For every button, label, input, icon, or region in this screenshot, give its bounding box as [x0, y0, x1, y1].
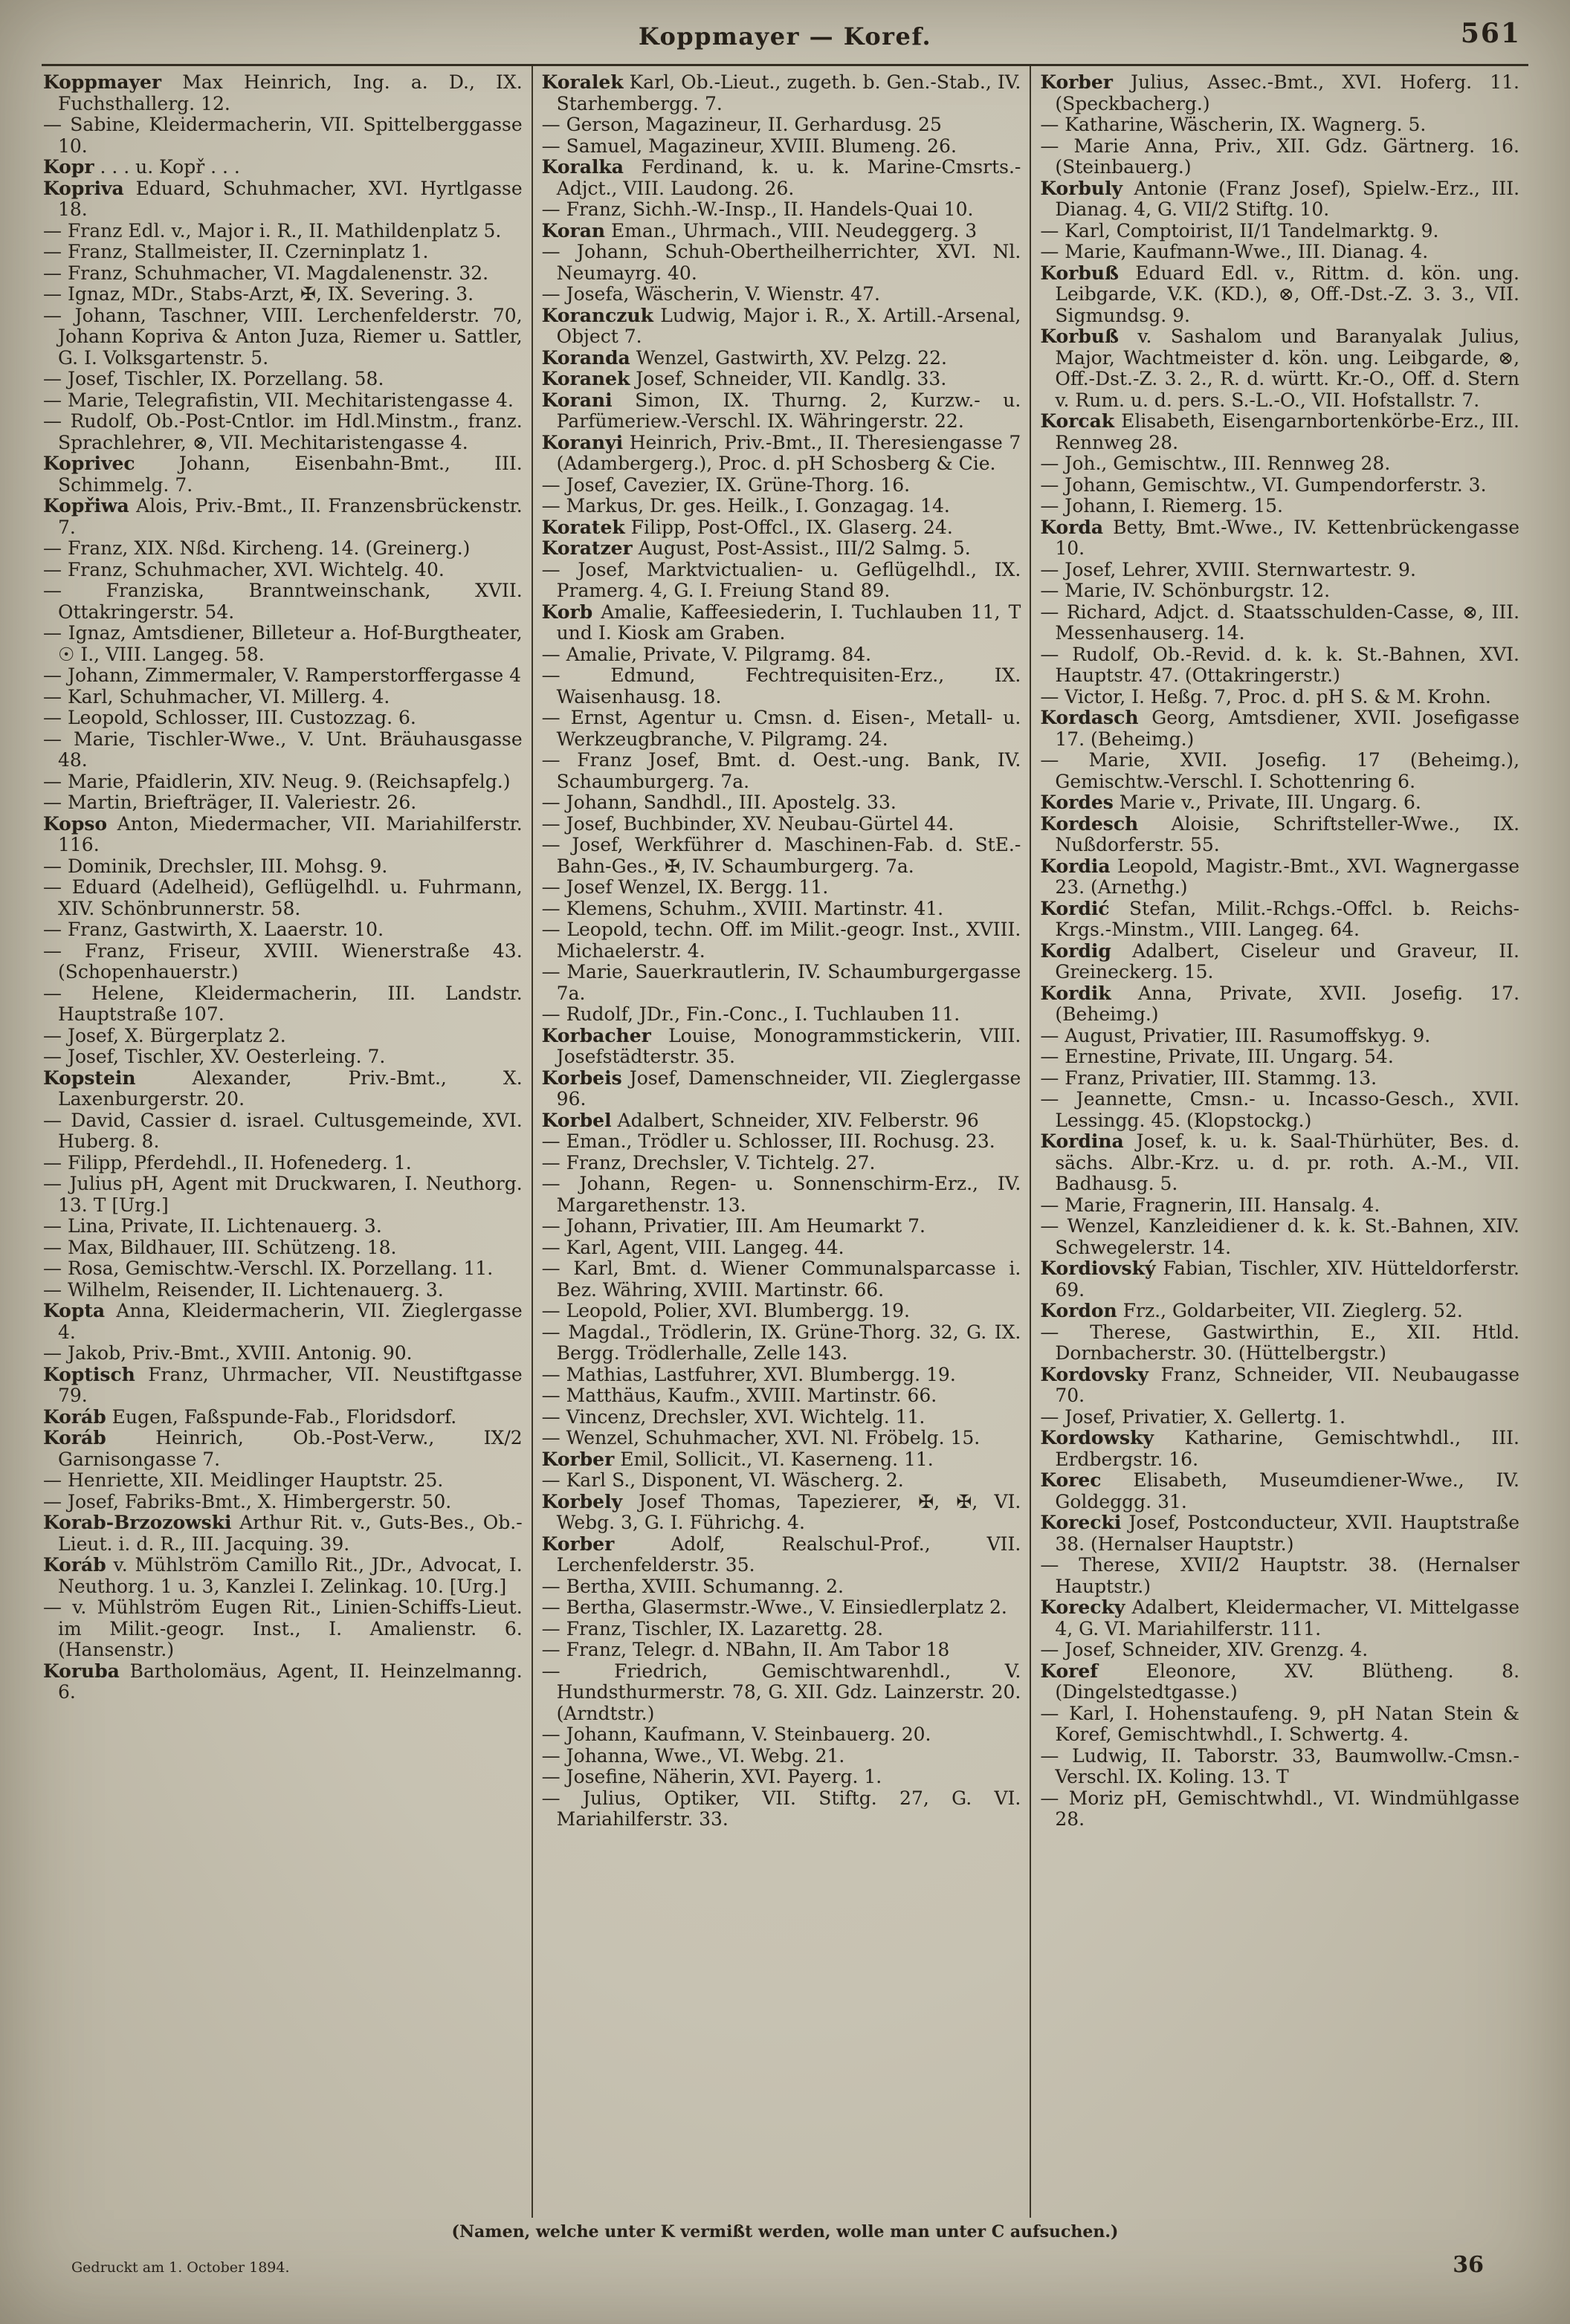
- directory-entry: — Eman., Trödler u. Schlosser, III. Rochusg. 23.: [541, 1130, 995, 1152]
- directory-entry: — Samuel, Magazineur, XVIII. Blumeng. 26.: [541, 135, 957, 157]
- directory-entry: — Marie, Sauerkrautlerin, IV. Schaumburgergasse 7a.: [541, 961, 1021, 1004]
- directory-entry: — Julius, Optiker, VII. Stiftg. 27, G. VI. Mariahilferstr. 33.: [541, 1787, 1021, 1830]
- directory-entry: — Josef, Werkführer d. Maschinen-Fab. d. StE.-Bahn-Ges., ✠, IV. Schaumburgerg. 7a.: [541, 834, 1021, 877]
- directory-entry: — Franz, Tischler, IX. Lazarettg. 28.: [541, 1617, 884, 1640]
- directory-entry: — Karl S., Disponent, VI. Wäscherg. 2.: [541, 1469, 904, 1491]
- directory-entry: — Josef, Schneider, XIV. Grenzg. 4.: [1040, 1639, 1369, 1660]
- directory-entry: — Johann, I. Riemerg. 15.: [1040, 495, 1283, 517]
- directory-entry: — Dominik, Drechsler, III. Mohsg. 9.: [43, 855, 388, 877]
- directory-entry: Korecky Adalbert, Kleidermacher, VI. Mittelgasse 4, G. VI. Mariahilferstr. 111.: [1040, 1596, 1520, 1640]
- directory-entry: — Henriette, XII. Meidlinger Hauptstr. 25.: [43, 1469, 444, 1491]
- directory-entry: Kopriva Eduard, Schuhmacher, XVI. Hyrtlgasse 18.: [43, 177, 523, 220]
- directory-entry: Korbacher Louise, Monogrammstickerin, VIII. Josefstädterstr. 35.: [541, 1024, 1021, 1067]
- directory-entry: — Josef, Cavezier, IX. Grüne-Thorg. 16.: [541, 473, 911, 496]
- directory-entry: Kopso Anton, Miedermacher, VII. Mariahilferstr. 116.: [43, 812, 523, 855]
- directory-entry: — Moriz pH, Gemischtwhdl., VI. Windmühlgasse 28.: [1040, 1787, 1520, 1830]
- directory-entry: Koran Eman., Uhrmach., VIII. Neudeggerg. 3: [541, 219, 978, 242]
- directory-entry: — Marie, IV. Schönburgstr. 12.: [1040, 580, 1331, 601]
- directory-entry: — Ernst, Agentur u. Cmsn. d. Eisen-, Metall- u. Werkzeugbranche, V. Pilgramg. 24.: [541, 707, 1021, 750]
- directory-entry: — Amalie, Private, V. Pilgramg. 84.: [541, 643, 872, 665]
- directory-entry: — Klemens, Schuhm., XVIII. Martinstr. 41.: [541, 897, 944, 919]
- directory-entry: — Katharine, Wäscherin, IX. Wagnerg. 5.: [1040, 114, 1427, 135]
- directory-entry: — Franz, XIX. Nßd. Kircheng. 14. (Greinerg.): [43, 537, 471, 559]
- directory-entry: Kordon Frz., Goldarbeiter, VII. Zieglerg. 52.: [1040, 1300, 1463, 1321]
- directory-entry: — Franz, Schuhmacher, VI. Magdalenenstr. 32.: [43, 262, 489, 284]
- directory-entry: Kordia Leopold, Magistr.-Bmt., XVI. Wagnergasse 23. (Arnethg.): [1040, 855, 1520, 898]
- directory-entry: — Marie, Tischler-Wwe., V. Unt. Bräuhausgasse 48.: [43, 728, 523, 771]
- directory-entry: Korbeis Josef, Damenschneider, VII. Zieglergasse 96.: [541, 1066, 1021, 1110]
- directory-entry: — Friedrich, Gemischtwarenhdl., V. Hundsthurmerstr. 78, G. XII. Gdz. Lainzerstr. 20. (Arndtstr.): [541, 1660, 1021, 1724]
- directory-entry: — Johann, Zimmermaler, V. Ramperstorffergasse 4: [43, 664, 522, 686]
- sheet-number: 36: [1453, 2252, 1484, 2278]
- directory-entry: Kopr . . . u. Kopř . . .: [43, 156, 240, 178]
- directory-entry: Koruba Bartholomäus, Agent, II. Heinzelmanng. 6.: [43, 1660, 523, 1703]
- directory-entry: Koráb Heinrich, Ob.-Post-Verw., IX/2 Garnisongasse 7.: [43, 1427, 523, 1470]
- directory-entry: — Franz Josef, Bmt. d. Oest.-ung. Bank, IV. Schaumburgerg. 7a.: [541, 749, 1021, 792]
- directory-column-2: [532, 66, 1030, 2218]
- page-footer: [42, 2222, 1528, 2278]
- directory-entry: Kopstein Alexander, Priv.-Bmt., X. Laxenburgerstr. 20.: [43, 1066, 523, 1110]
- directory-entry: Koráb Eugen, Faßspunde-Fab., Floridsdorf.: [43, 1405, 457, 1428]
- directory-entry: — Johann, Taschner, VIII. Lerchenfelderstr. 70, Johann Kopriva & Anton Juza, Riemer u. Sattler, G. I. Volksgartenstr. 5.: [43, 304, 523, 369]
- directory-entry: Kordasch Georg, Amtsdiener, XVII. Josefigasse 17. (Beheimg.): [1040, 707, 1520, 750]
- directory-entry: — Josef, X. Bürgerplatz 2.: [43, 1024, 286, 1046]
- footer-row: [42, 2252, 1528, 2278]
- directory-entry: — Edmund, Fechtrequisiten-Erz., IX. Waisenhausg. 18.: [541, 664, 1021, 708]
- directory-entry: Koralka Ferdinand, k. u. k. Marine-Cmsrts.-Adjct., VIII. Laudong. 26.: [541, 156, 1021, 199]
- directory-entry: — Franz, Schuhmacher, XVI. Wichtelg. 40.: [43, 558, 445, 580]
- directory-entry: — Josef Wenzel, IX. Bergg. 11.: [541, 876, 829, 898]
- directory-entry: — Wenzel, Kanzleidiener d. k. k. St.-Bahnen, XIV. Schwegelerstr. 14.: [1040, 1215, 1520, 1258]
- directory-entry: Kordovsky Franz, Schneider, VII. Neubaugasse 70.: [1040, 1363, 1520, 1406]
- directory-entry: — Markus, Dr. ges. Heilk., I. Gonzagag. 14.: [541, 495, 950, 517]
- directory-entry: — Johann, Regen- u. Sonnenschirm-Erz., IV. Margarethenstr. 13.: [541, 1173, 1021, 1216]
- directory-column-3: [1030, 66, 1528, 2218]
- directory-entry: — Wilhelm, Reisender, II. Lichtenauerg. 3.: [43, 1278, 444, 1301]
- directory-entry: — Karl, Agent, VIII. Langeg. 44.: [541, 1236, 844, 1258]
- directory-entry: — Therese, XVII/2 Hauptstr. 38. (Hernalser Hauptstr.): [1040, 1554, 1520, 1597]
- directory-entry: Kordina Josef, k. u. k. Saal-Thürhüter, Bes. d. sächs. Albr.-Krz. u. d. pr. roth. A.-M., VII. Badhausg. 5.: [1040, 1130, 1520, 1194]
- directory-entry: Kordiovský Fabian, Tischler, XIV. Hütteldorferstr. 69.: [1040, 1258, 1520, 1301]
- directory-entry: — Johann, Kaufmann, V. Steinbauerg. 20.: [541, 1723, 931, 1745]
- directory-entry: — Jeannette, Cmsn.- u. Incasso-Gesch., XVII. Lessingg. 45. (Klopstockg.): [1040, 1088, 1520, 1131]
- directory-entry: — August, Privatier, III. Rasumoffskyg. 9.: [1040, 1024, 1431, 1046]
- directory-entry: — Franz, Drechsler, V. Tichtelg. 27.: [541, 1151, 876, 1174]
- directory-entry: Korbuß Eduard Edl. v., Rittm. d. kön. ung. Leibgarde, V.K. (KD.), ⊗, Off.-Dst.-Z. 3. 3., VII. Sigmundsg. 9.: [1040, 262, 1520, 326]
- directory-entry: — Marie, Pfaidlerin, XIV. Neug. 9. (Reichsapfelg.): [43, 770, 511, 792]
- footer-note: (Namen, welche unter K vermißt werden, wolle man unter C aufsuchen.): [451, 2222, 1119, 2242]
- directory-entry: — Rudolf, JDr., Fin.-Conc., I. Tuchlauben 11.: [541, 1003, 960, 1025]
- directory-entry: Koratek Filipp, Post-Offcl., IX. Glaserg. 24.: [541, 516, 953, 538]
- directory-entry: — Ignaz, Amtsdiener, Billeteur a. Hof-Burgtheater, ☉ I., VIII. Langeg. 58.: [43, 622, 523, 665]
- directory-entry: — Josef, Tischler, IX. Porzellang. 58.: [43, 368, 384, 389]
- directory-entry: Korbely Josef Thomas, Tapezierer, ✠, ✠, VI. Webg. 3, G. I. Führichg. 4.: [541, 1490, 1021, 1533]
- directory-entry: — Josef, Lehrer, XVIII. Sternwartestr. 9.: [1040, 558, 1416, 580]
- page-header: [42, 18, 1528, 58]
- directory-entry: — Vincenz, Drechsler, XVI. Wichtelg. 11.: [541, 1405, 925, 1428]
- directory-entry: Korani Simon, IX. Thurng. 2, Kurzw.- u. Parfümeriew.-Verschl. IX. Währingerstr. 22.: [541, 389, 1021, 432]
- directory-entry: Koráb v. Mühlström Camillo Rit., JDr., Advocat, I. Neuthorg. 1 u. 3, Kanzlei I. Zelinkag. 10. [Urg.]: [43, 1554, 523, 1597]
- directory-entry: — Josef, Buchbinder, XV. Neubau-Gürtel 44.: [541, 812, 954, 835]
- directory-entry: — Johann, Gemischtw., VI. Gumpendorferstr. 3.: [1040, 473, 1487, 496]
- directory-entry: — Franz, Privatier, III. Stammg. 13.: [1040, 1066, 1377, 1089]
- directory-entry: Korber Adolf, Realschul-Prof., VII. Lerchenfelderstr. 35.: [541, 1532, 1021, 1576]
- directory-entry: — Wenzel, Schuhmacher, XVI. Nl. Fröbelg. 15.: [541, 1427, 981, 1449]
- directory-entry: Koranyi Heinrich, Priv.-Bmt., II. Theresiengasse 7 (Adambergerg.), Proc. d. pH Schosberg & Cie.: [541, 431, 1021, 474]
- directory-entry: — Franz, Sichh.-W.-Insp., II. Handels-Quai 10.: [541, 198, 974, 220]
- directory-entry: Koprivec Johann, Eisenbahn-Bmt., III. Schimmelg. 7.: [43, 453, 523, 496]
- directory-entry: — Leopold, techn. Off. im Milit.-geogr. Inst., XVIII. Michaelerstr. 4.: [541, 919, 1021, 962]
- directory-entry: Koranczuk Ludwig, Major i. R., X. Artill.-Arsenal, Object 7.: [541, 304, 1021, 347]
- directory-entry: — David, Cassier d. israel. Cultusgemeinde, XVI. Huberg. 8.: [43, 1109, 523, 1152]
- directory-entry: Koppmayer Max Heinrich, Ing. a. D., IX. Fuchsthallerg. 12.: [43, 71, 523, 114]
- directory-entry: — Ludwig, II. Taborstr. 33, Baumwollw.-Cmsn.-Verschl. IX. Koling. 13. T: [1040, 1744, 1520, 1787]
- directory-entry: Kordesch Aloisie, Schriftsteller-Wwe., IX. Nußdorferstr. 55.: [1040, 812, 1520, 855]
- directory-entry: Koranek Josef, Schneider, VII. Kandlg. 33.: [541, 368, 947, 389]
- directory-entry: Koralek Karl, Ob.-Lieut., zugeth. b. Gen.-Stab., IV. Starhembergg. 7.: [541, 71, 1021, 114]
- directory-entry: — Rosa, Gemischtw.-Verschl. IX. Porzellang. 11.: [43, 1258, 494, 1279]
- directory-entry: Korbuß v. Sashalom und Baranyalak Julius, Major, Wachtmeister d. kön. ung. Leibgarde, ⊗, Off.-Dst.-Z. 3. 2., R. d. württ. Kr.-O., Off. d. Stern v. Rum. u. d. pers. S.-L.-O., VII. Hofstallstr. 7.: [1040, 326, 1520, 411]
- directory-entry: — Filipp, Pferdehdl., II. Hofenederg. 1.: [43, 1151, 412, 1174]
- directory-entry: Korab-Brzozowski Arthur Rit. v., Guts-Bes., Ob.-Lieut. i. d. R., III. Jacquing. 39.: [43, 1512, 523, 1555]
- directory-entry: — Josefine, Näherin, XVI. Payerg. 1.: [541, 1766, 882, 1787]
- directory-entry: — Ignaz, MDr., Stabs-Arzt, ✠, IX. Severing. 3.: [43, 283, 474, 305]
- directory-entry: Kordig Adalbert, Ciseleur und Graveur, II. Greineckerg. 15.: [1040, 939, 1520, 983]
- directory-columns: [42, 64, 1528, 2218]
- directory-entry: — Franz, Telegr. d. NBahn, II. Am Tabor 18: [541, 1639, 950, 1660]
- directory-entry: Korecki Josef, Postconducteur, XVII. Hauptstraße 38. (Hernalser Hauptstr.): [1040, 1512, 1520, 1555]
- directory-entry: Kordowsky Katharine, Gemischtwhdl., III. Erdbergstr. 16.: [1040, 1427, 1520, 1470]
- directory-entry: Koptisch Franz, Uhrmacher, VII. Neustiftgasse 79.: [43, 1363, 523, 1406]
- directory-entry: — Josef, Privatier, X. Gellertg. 1.: [1040, 1405, 1346, 1428]
- directory-entry: — Karl, Comptoirist, II/1 Tandelmarktg. 9.: [1040, 219, 1439, 242]
- directory-entry: — Franz, Stallmeister, II. Czerninplatz 1.: [43, 241, 429, 262]
- directory-entry: — Josef, Tischler, XV. Oesterleing. 7.: [43, 1046, 386, 1067]
- print-date: Gedruckt am 1. October 1894.: [71, 2259, 290, 2276]
- directory-entry: — Marie, Kaufmann-Wwe., III. Dianag. 4.: [1040, 241, 1429, 262]
- directory-entry: Korec Elisabeth, Museumdiener-Wwe., IV. Goldeggg. 31.: [1040, 1469, 1520, 1512]
- directory-entry: — Franziska, Branntweinschank, XVII. Ottakringerstr. 54.: [43, 580, 523, 623]
- directory-entry: — Marie Anna, Priv., XII. Gdz. Gärtnerg. 16. (Steinbauerg.): [1040, 135, 1520, 178]
- directory-entry: Korber Julius, Assec.-Bmt., XVI. Hoferg. 11. (Speckbacherg.): [1040, 71, 1520, 114]
- directory-entry: — Leopold, Polier, XVI. Blumbergg. 19.: [541, 1300, 910, 1321]
- directory-entry: — Richard, Adjct. d. Staatsschulden-Casse, ⊗, III. Messenhauserg. 14.: [1040, 601, 1520, 644]
- directory-entry: — Mathias, Lastfuhrer, XVI. Blumbergg. 19.: [541, 1363, 956, 1385]
- directory-entry: — Karl, I. Hohenstaufeng. 9, pH Natan Stein & Koref, Gemischtwhdl., I. Schwertg. 4.: [1040, 1702, 1520, 1745]
- directory-entry: Koref Eleonore, XV. Blütheng. 8. (Dingelstedtgasse.): [1040, 1660, 1520, 1703]
- directory-entry: — Therese, Gastwirthin, E., XII. Htld. Dornbacherstr. 30. (Hüttelbergstr.): [1040, 1321, 1520, 1364]
- directory-entry: — Rudolf, Ob.-Revid. d. k. k. St.-Bahnen, XVI. Hauptstr. 47. (Ottakringerstr.): [1040, 643, 1520, 686]
- directory-entry: — Johann, Privatier, III. Am Heumarkt 7.: [541, 1215, 926, 1237]
- directory-entry: — Jakob, Priv.-Bmt., XVIII. Antonig. 90.: [43, 1342, 413, 1364]
- directory-entry: — Johann, Schuh-Obertheilherrichter, XVI. Nl. Neumayrg. 40.: [541, 241, 1021, 284]
- directory-entry: — Johanna, Wwe., VI. Webg. 21.: [541, 1744, 845, 1767]
- page-content: [42, 18, 1528, 2278]
- directory-entry: Korbel Adalbert, Schneider, XIV. Felberstr. 96: [541, 1109, 979, 1131]
- directory-entry: — Josef, Marktvictualien- u. Geflügelhdl., IX. Pramerg. 4, G. I. Freiung Stand 89.: [541, 558, 1021, 601]
- directory-column-1: [42, 66, 532, 2218]
- directory-entry: — Franz, Gastwirth, X. Laaerstr. 10.: [43, 919, 384, 940]
- page-number: 561: [1460, 18, 1521, 49]
- directory-entry: — Karl, Bmt. d. Wiener Communalsparcasse i. Bez. Währing, XVIII. Martinstr. 66.: [541, 1258, 1021, 1301]
- directory-entry: — Eduard (Adelheid), Geflügelhdl. u. Fuhrmann, XIV. Schönbrunnerstr. 58.: [43, 876, 523, 919]
- directory-entry: — Julius pH, Agent mit Druckwaren, I. Neuthorg. 13. T [Urg.]: [43, 1173, 523, 1216]
- directory-entry: — Ernestine, Private, III. Ungarg. 54.: [1040, 1046, 1394, 1067]
- directory-entry: — Leopold, Schlosser, III. Custozzag. 6.: [43, 707, 416, 728]
- directory-entry: Kopta Anna, Kleidermacherin, VII. Zieglergasse 4.: [43, 1300, 523, 1343]
- directory-entry: — Bertha, XVIII. Schumanng. 2.: [541, 1575, 844, 1597]
- directory-entry: — Magdal., Trödlerin, IX. Grüne-Thorg. 32, G. IX. Bergg. Trödlerhalle, Zelle 143.: [541, 1321, 1021, 1364]
- directory-entry: — Karl, Schuhmacher, VI. Millerg. 4.: [43, 685, 390, 708]
- directory-entry: Kopřiwa Alois, Priv.-Bmt., II. Franzensbrückenstr. 7.: [43, 495, 523, 538]
- directory-entry: Korcak Elisabeth, Eisengarnbortenkörbe-Erz., III. Rennweg 28.: [1040, 410, 1520, 453]
- directory-entry: — Victor, I. Heßg. 7, Proc. d. pH S. & M. Krohn.: [1040, 685, 1491, 708]
- directory-entry: — Josefa, Wäscherin, V. Wienstr. 47.: [541, 283, 880, 305]
- directory-entry: — v. Mühlström Eugen Rit., Linien-Schiffs-Lieut. im Milit.-geogr. Inst., I. Amalienstr. 6. (Hansenstr.): [43, 1596, 523, 1660]
- directory-entry: — Franz Edl. v., Major i. R., II. Mathildenplatz 5.: [43, 219, 502, 242]
- directory-entry: Koratzer August, Post-Assist., III/2 Salmg. 5.: [541, 537, 971, 559]
- directory-entry: Kordik Anna, Private, XVII. Josefig. 17. (Beheimg.): [1040, 982, 1520, 1025]
- directory-entry: — Johann, Sandhdl., III. Apostelg. 33.: [541, 792, 897, 813]
- directory-entry: Korb Amalie, Kaffeesiederin, I. Tuchlauben 11, T und I. Kiosk am Graben.: [541, 601, 1021, 644]
- directory-entry: — Marie, Telegrafistin, VII. Mechitaristengasse 4.: [43, 389, 514, 411]
- directory-entry: — Max, Bildhauer, III. Schützeng. 18.: [43, 1236, 397, 1258]
- directory-entry: — Rudolf, Ob.-Post-Cntlor. im Hdl.Minstm., franz. Sprachlehrer, ⊗, VII. Mechitaristengasse 4.: [43, 410, 523, 453]
- directory-entry: — Matthäus, Kaufm., XVIII. Martinstr. 66.: [541, 1385, 937, 1406]
- directory-entry: — Sabine, Kleidermacherin, VII. Spittelberggasse 10.: [43, 114, 523, 157]
- directory-entry: — Martin, Briefträger, II. Valeriestr. 26.: [43, 792, 417, 813]
- running-head: Koppmayer — Koref.: [638, 22, 932, 51]
- directory-entry: Korbuly Antonie (Franz Josef), Spielw.-Erz., III. Dianag. 4, G. VII/2 Stiftg. 10.: [1040, 177, 1520, 220]
- directory-entry: — Helene, Kleidermacherin, III. Landstr. Hauptstraße 107.: [43, 982, 523, 1025]
- directory-entry: — Marie, XVII. Josefig. 17 (Beheimg.), Gemischtw.-Verschl. I. Schottenring 6.: [1040, 749, 1520, 792]
- directory-entry: — Gerson, Magazineur, II. Gerhardusg. 25: [541, 114, 942, 135]
- directory-entry: — Lina, Private, II. Lichtenauerg. 3.: [43, 1215, 382, 1237]
- directory-entry: Kordes Marie v., Private, III. Ungarg. 6.: [1040, 792, 1421, 813]
- directory-entry: — Josef, Fabriks-Bmt., X. Himbergerstr. 50.: [43, 1490, 452, 1512]
- directory-entry: Kordić Stefan, Milit.-Rchgs.-Offcl. b. Reichs-Krgs.-Minstm., VIII. Langeg. 64.: [1040, 897, 1520, 940]
- directory-entry: Koranda Wenzel, Gastwirth, XV. Pelzg. 22.: [541, 346, 947, 369]
- directory-entry: — Marie, Fragnerin, III. Hansalg. 4.: [1040, 1194, 1380, 1216]
- directory-entry: — Franz, Friseur, XVIII. Wienerstraße 43. (Schopenhauerstr.): [43, 939, 523, 983]
- directory-entry: Korda Betty, Bmt.-Wwe., IV. Kettenbrückengasse 10.: [1040, 516, 1520, 559]
- directory-entry: — Joh., Gemischtw., III. Rennweg 28.: [1040, 453, 1391, 474]
- directory-entry: Korber Emil, Sollicit., VI. Kaserneng. 11.: [541, 1448, 934, 1470]
- directory-entry: — Bertha, Glasermstr.-Wwe., V. Einsiedlerplatz 2.: [541, 1596, 1007, 1618]
